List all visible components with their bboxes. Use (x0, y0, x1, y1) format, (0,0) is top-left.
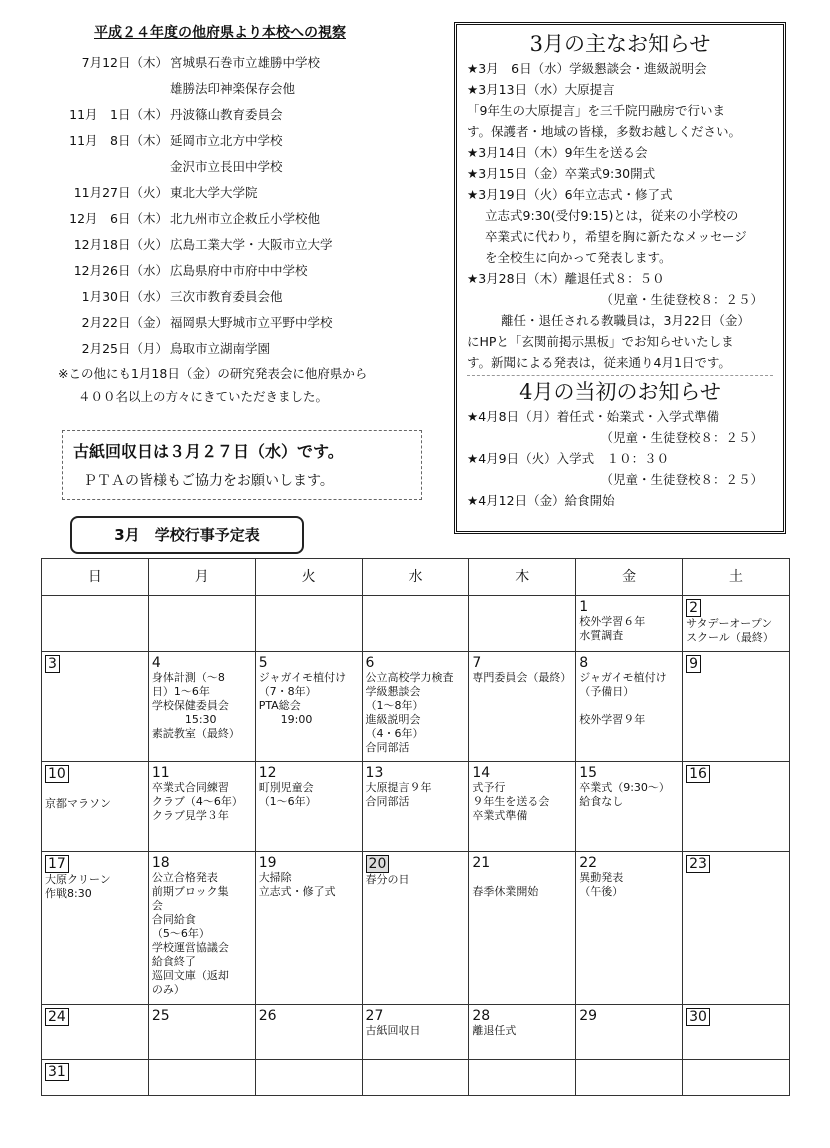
notices-box (454, 22, 786, 534)
april-notice-line: （児童・生徒登校８：２５） (600, 430, 763, 445)
calendar-day-cell (469, 652, 576, 762)
notices-divider (467, 375, 773, 376)
visit-row (36, 310, 436, 336)
day-number: 21 (472, 855, 491, 871)
day-events: 町別児童会 （1～6年） (258, 781, 317, 808)
calendar-day-cell (576, 762, 683, 852)
april-notice-line: ★4月9日（火）入学式 １０：３０ (467, 451, 670, 466)
weekday-header: 土 (683, 559, 790, 596)
calendar-day-cell (576, 1060, 683, 1096)
calendar-day-cell (683, 1005, 790, 1060)
calendar-day-cell (362, 596, 469, 652)
calendar-day-cell (683, 852, 790, 1005)
calendar-day-cell (42, 1060, 149, 1096)
day-events: 式予行 ９年生を送る会 卒業式準備 (472, 781, 550, 822)
visits-title: 平成２４年度の他府県より本校への視察 (94, 25, 346, 41)
visit-date: 11月 8日（木） (69, 133, 168, 148)
calendar-day-cell (683, 652, 790, 762)
paper-collection-box (62, 430, 422, 500)
visits-note-line1: ※この他にも1月18日（金）の研究発表会に他府県から (58, 366, 368, 381)
calendar-day-cell (576, 652, 683, 762)
visit-row (36, 180, 436, 206)
day-number: 29 (579, 1008, 598, 1024)
calendar-day-cell (148, 652, 255, 762)
visit-row (36, 232, 436, 258)
march-notice-line: ★3月13日（水）大原提言 (467, 82, 615, 97)
visit-date: 12月18日（火） (73, 237, 168, 252)
calendar-day-cell (148, 762, 255, 852)
calendar-day-cell (576, 1005, 683, 1060)
visit-row (36, 336, 436, 362)
day-events: 離退任式 (472, 1024, 517, 1037)
visit-date: 2月22日（金） (81, 315, 168, 330)
calendar-day-cell (576, 596, 683, 652)
day-events: 校外学習６年 水質調査 (579, 615, 646, 642)
calendar-day-cell (469, 852, 576, 1005)
march-notice-line: す。新聞による発表は，従来通り4月1日です。 (467, 355, 731, 370)
calendar-day-cell (362, 1060, 469, 1096)
april-notice-line: ★4月8日（月）着任式・始業式・入学式準備 (467, 409, 720, 424)
day-events: サタデーオープン スクール（最終） (686, 617, 774, 644)
visits-section (36, 22, 436, 408)
day-number: 30 (686, 1008, 710, 1026)
day-number: 6 (365, 655, 375, 671)
day-number: 11 (151, 765, 170, 781)
calendar-day-cell (255, 1060, 362, 1096)
calendar-day-cell (469, 1060, 576, 1096)
calendar-day-cell (42, 1005, 149, 1060)
visit-date: 7月12日（木） (81, 55, 168, 70)
calendar-day-cell (42, 852, 149, 1005)
day-events: 京都マラソン (45, 797, 111, 810)
visit-date: 12月 6日（木） (69, 211, 168, 226)
calendar-day-cell (683, 1060, 790, 1096)
visit-row (36, 128, 436, 154)
day-number: 20 (366, 855, 390, 873)
march-notice-line: 離任・退任される教職員は，3月22日（金） (501, 313, 750, 328)
day-number: 18 (151, 855, 170, 871)
paper-collection-request: ＰＴＡの皆様もご協力をお願いします。 (83, 473, 334, 489)
day-events: 春分の日 (365, 873, 410, 886)
visit-row (36, 102, 436, 128)
april-notices-list (467, 406, 773, 511)
day-number: 24 (45, 1008, 69, 1026)
visit-place: 東北大学大学院 (170, 185, 258, 200)
calendar-day-cell (255, 596, 362, 652)
visit-place: 鳥取市立湖南学園 (170, 341, 271, 356)
calendar-week-row (42, 1060, 790, 1096)
march-notice-line: （児童・生徒登校８：２５） (600, 292, 763, 307)
march-notice-line: 立志式9:30(受付9:15)とは，従来の小学校の (485, 208, 739, 223)
day-number: 17 (45, 855, 69, 873)
visit-date: 12月26日（水） (73, 263, 168, 278)
schedule-calendar (41, 558, 790, 1096)
march-notice-line: す。保護者・地域の皆様，多数お越しください。 (467, 124, 742, 139)
visit-date: 11月 1日（木） (69, 107, 168, 122)
march-notice-line: 卒業式に代わり，希望を胸に新たなメッセージ (485, 229, 747, 244)
calendar-day-cell (148, 1005, 255, 1060)
calendar-day-cell (362, 852, 469, 1005)
day-events: 大原提言９年 合同部活 (365, 781, 432, 808)
visit-place: 雄勝法印神楽保存会他 (170, 81, 296, 96)
visit-place: 金沢市立長田中学校 (170, 159, 283, 174)
calendar-day-cell (255, 1005, 362, 1060)
day-events: 古紙回収日 (365, 1024, 421, 1037)
visit-row (36, 284, 436, 310)
day-number: 14 (472, 765, 491, 781)
calendar-day-cell (469, 596, 576, 652)
march-notice-line: ★3月19日（火）6年立志式・修了式 (467, 187, 673, 202)
visit-place: 三次市教育委員会他 (170, 289, 283, 304)
visits-list (36, 50, 436, 362)
day-number: 9 (686, 655, 701, 673)
calendar-day-cell (469, 762, 576, 852)
march-notice-line: ★3月15日（金）卒業式9:30開式 (467, 166, 656, 181)
march-notice-line: ★3月28日（木）離退任式８：５０ (467, 271, 665, 286)
march-notice-line: ★3月14日（木）9年生を送る会 (467, 145, 648, 160)
calendar-week-row (42, 652, 790, 762)
calendar-day-cell (148, 1060, 255, 1096)
day-events: 身体計測（～8 日）1～6年 学校保健委員会 15:30 素読教室（最終） (151, 671, 240, 740)
calendar-day-cell (42, 762, 149, 852)
day-number: 16 (686, 765, 710, 783)
weekday-header: 木 (469, 559, 576, 596)
calendar-day-cell (683, 762, 790, 852)
day-number: 22 (579, 855, 598, 871)
day-number: 7 (472, 655, 482, 671)
day-events: 公立高校学力検査 学級懇談会 （1～8年） 進級説明会 （4・6年） 合同部活 (365, 671, 454, 754)
visit-date: 11月27日（火） (73, 185, 168, 200)
day-number: 31 (45, 1063, 69, 1081)
day-events: 春季休業開始 (472, 885, 539, 898)
calendar-day-cell (255, 762, 362, 852)
day-number: 2 (686, 599, 701, 617)
visit-date: 1月30日（水） (81, 289, 168, 304)
calendar-header-row (42, 559, 790, 596)
day-number: 27 (365, 1008, 384, 1024)
day-number: 4 (151, 655, 161, 671)
day-number: 1 (579, 599, 589, 615)
april-notice-line: ★4月12日（金）給食開始 (467, 493, 615, 508)
calendar-day-cell (148, 596, 255, 652)
calendar-week-row (42, 852, 790, 1005)
weekday-header: 火 (255, 559, 362, 596)
weekday-header: 月 (148, 559, 255, 596)
march-notice-line: を全校生に向かって発表します。 (485, 250, 672, 265)
calendar-day-cell (683, 596, 790, 652)
day-number: 3 (45, 655, 60, 673)
day-events: 専門委員会（最終） (472, 671, 572, 684)
visits-note (58, 362, 436, 408)
visit-place: 丹波篠山教育委員会 (170, 107, 283, 122)
calendar-day-cell (42, 652, 149, 762)
calendar-day-cell (362, 652, 469, 762)
march-notices-title: 3月の主なお知らせ (529, 32, 711, 56)
day-events: 大掃除 立志式・修了式 (258, 871, 336, 898)
calendar-day-cell (148, 852, 255, 1005)
calendar-day-cell (255, 652, 362, 762)
calendar-day-cell (255, 852, 362, 1005)
calendar-day-cell (469, 1005, 576, 1060)
day-number: 15 (579, 765, 598, 781)
visit-place: 北九州市立企救丘小学校他 (170, 211, 321, 226)
day-number: 23 (686, 855, 710, 873)
day-events: 卒業式合同練習 クラブ（4～6年） クラブ見学３年 (151, 781, 243, 822)
march-notices-list (467, 58, 773, 373)
day-events: ジャガイモ植付け （7・8年） PTA総会 19:00 (258, 671, 347, 726)
day-number: 10 (45, 765, 69, 783)
weekday-header: 水 (362, 559, 469, 596)
visit-row (36, 76, 436, 102)
day-number: 13 (365, 765, 384, 781)
day-number: 26 (258, 1008, 277, 1024)
calendar-day-cell (362, 762, 469, 852)
day-events: 異動発表 （午後） (579, 871, 624, 898)
day-events: ジャガイモ植付け （予備日） 校外学習９年 (579, 671, 667, 726)
day-number: 8 (579, 655, 589, 671)
visit-row (36, 206, 436, 232)
calendar-day-cell (42, 596, 149, 652)
weekday-header: 日 (42, 559, 149, 596)
paper-collection-date: 古紙回収日は３月２７日（水）です。 (73, 442, 344, 461)
visit-date: 2月25日（月） (81, 341, 168, 356)
april-notices-title: 4月の当初のお知らせ (519, 380, 721, 404)
calendar-title: 3月 学校行事予定表 (70, 516, 304, 554)
visit-row (36, 154, 436, 180)
visit-place: 延岡市立北方中学校 (170, 133, 283, 148)
calendar-day-cell (362, 1005, 469, 1060)
visit-row (36, 258, 436, 284)
day-number: 25 (151, 1008, 170, 1024)
visit-row (36, 50, 436, 76)
visits-note-line2: ４００名以上の方々にきていただきました。 (78, 389, 329, 404)
calendar-body (42, 596, 790, 1096)
calendar-week-row (42, 762, 790, 852)
day-events: 公立合格発表 前期ブロック集 会 合同給食 （5～6年） 学校運営協議会 給食終了 巡回文庫（返却 のみ） (151, 871, 229, 996)
visit-place: 広島工業大学・大阪市立大学 (170, 237, 333, 252)
day-number: 5 (258, 655, 268, 671)
visit-place: 広島県府中市府中中学校 (170, 263, 308, 278)
calendar-day-cell (576, 852, 683, 1005)
weekday-header: 金 (576, 559, 683, 596)
visit-place: 宮城県石巻市立雄勝中学校 (170, 55, 321, 70)
day-number: 28 (472, 1008, 491, 1024)
visit-place: 福岡県大野城市立平野中学校 (170, 315, 333, 330)
day-events: 卒業式（9:30～） 給食なし (579, 781, 670, 808)
april-notice-line: （児童・生徒登校８：２５） (600, 472, 763, 487)
day-events: 大原クリーン 作戦8:30 (45, 873, 111, 900)
march-notice-line: ★3月 6日（水）学級懇談会・進級説明会 (467, 61, 707, 76)
day-number: 12 (258, 765, 277, 781)
calendar-week-row (42, 596, 790, 652)
march-notice-line: にHPと「玄関前掲示黒板」でお知らせいたしま (467, 334, 734, 349)
day-number: 19 (258, 855, 277, 871)
march-notice-line: 「9年生の大原提言」を三千院円融房で行いま (467, 103, 725, 118)
calendar-week-row (42, 1005, 790, 1060)
